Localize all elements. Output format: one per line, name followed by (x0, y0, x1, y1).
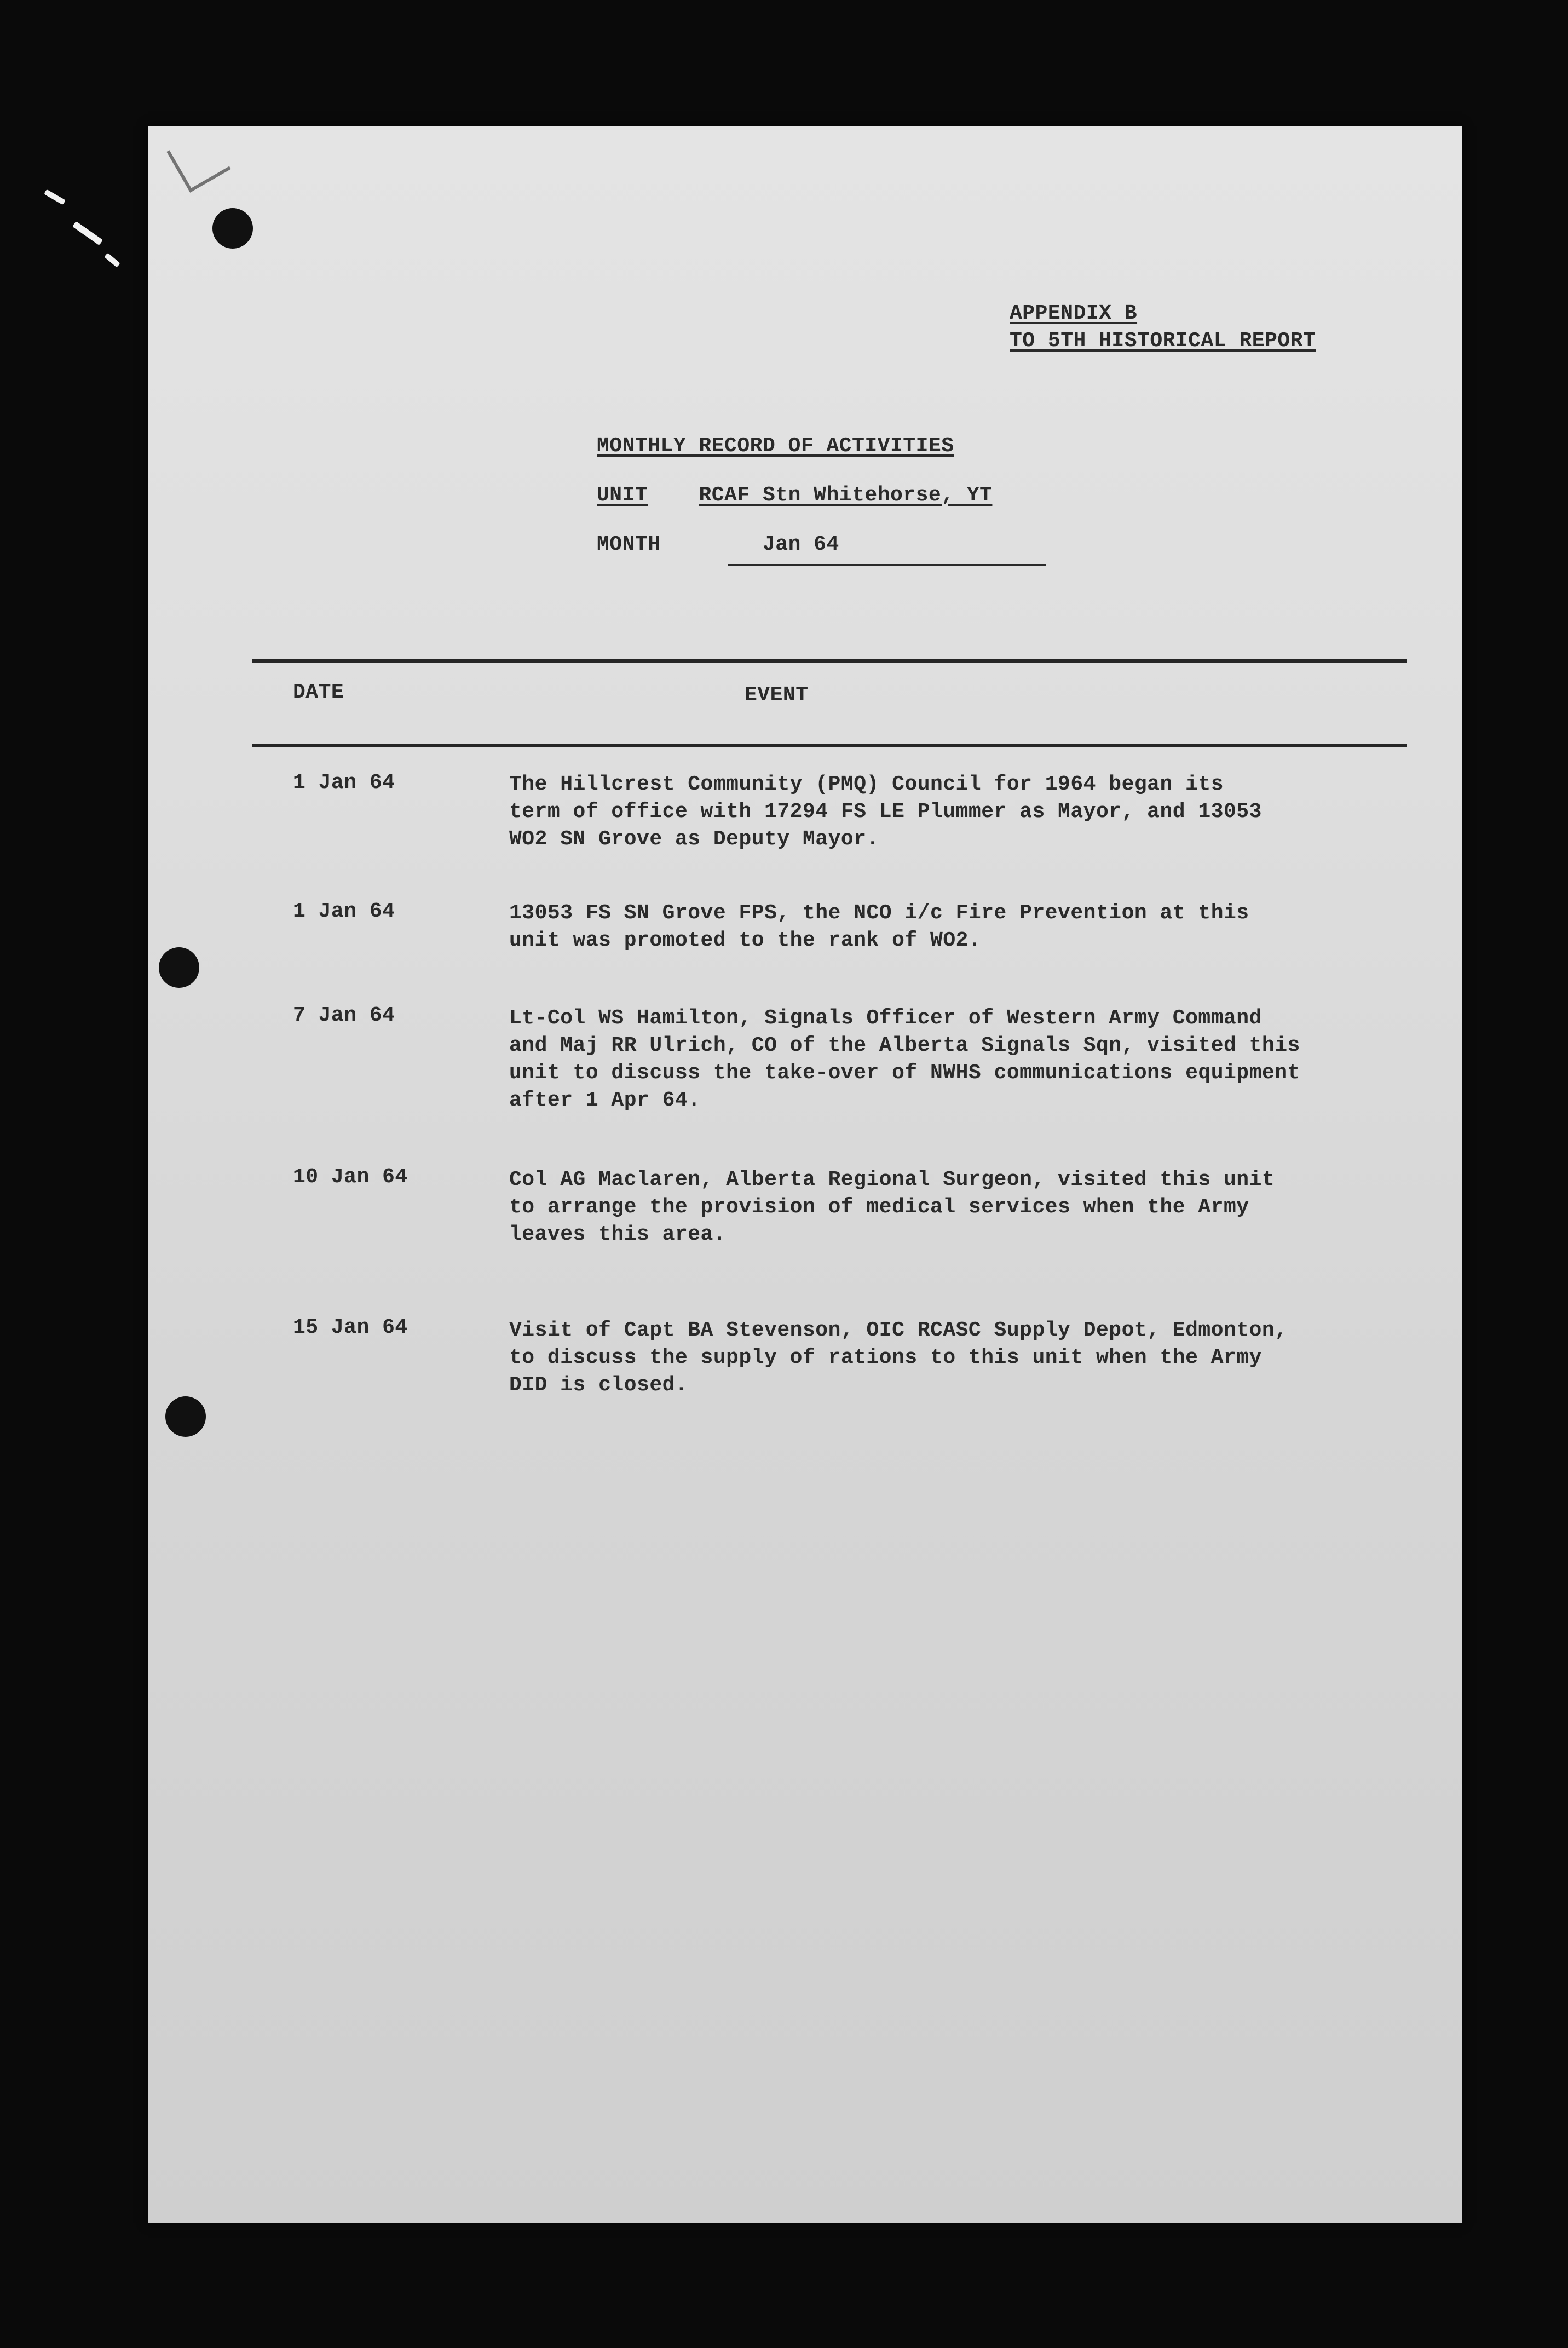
film-speck (72, 221, 103, 245)
entry-line: Lt-Col WS Hamilton, Signals Officer of Western Army Command (509, 1006, 1262, 1030)
entry-line: WO2 SN Grove as Deputy Mayor. (509, 827, 879, 851)
entry-line: term of office with 17294 FS LE Plummer as Mayor, and 13053 (509, 800, 1262, 824)
entry-line: Col AG Maclaren, Alberta Regional Surgeon, visited this unit (509, 1168, 1275, 1192)
month-underline (728, 564, 1046, 566)
entry-line: to arrange the provision of medical services when the Army (509, 1195, 1249, 1219)
table-top-rule (252, 659, 1407, 663)
unit-row (597, 482, 992, 509)
entry-event (509, 1317, 1385, 1399)
entry-line: DID is closed. (509, 1373, 688, 1397)
event-column-header: EVENT (745, 683, 809, 707)
punch-hole-middle (159, 947, 199, 988)
document-page (148, 126, 1462, 2223)
appendix-heading (1010, 300, 1316, 355)
entry-date: 1 Jan 64 (293, 900, 395, 923)
entry-line: after 1 Apr 64. (509, 1089, 701, 1112)
entry-line: 13053 FS SN Grove FPS, the NCO i/c Fire Prevention at this (509, 901, 1249, 925)
entry-event (509, 1166, 1385, 1248)
entry-event (509, 1005, 1385, 1114)
month-label: MONTH (597, 533, 661, 556)
entry-line: The Hillcrest Community (PMQ) Council for 1964 began its (509, 773, 1224, 796)
entry-date: 10 Jan 64 (293, 1165, 408, 1189)
entry-date: 7 Jan 64 (293, 1004, 395, 1027)
entry-line: to discuss the supply of rations to this unit when the Army (509, 1346, 1262, 1369)
film-speck (104, 253, 120, 268)
unit-value: RCAF Stn Whitehorse, YT (699, 484, 993, 507)
entry-line: and Maj RR Ulrich, CO of the Alberta Signals Sqn, visited this (509, 1034, 1300, 1057)
month-value: Jan 64 (762, 533, 839, 556)
month-row (597, 531, 839, 559)
unit-label: UNIT (597, 484, 648, 507)
table-header-rule (252, 744, 1407, 747)
entry-date: 1 Jan 64 (293, 771, 395, 795)
appendix-line-2: TO 5TH HISTORICAL REPORT (1010, 329, 1316, 353)
entry-event (509, 900, 1385, 954)
entry-date: 15 Jan 64 (293, 1316, 408, 1339)
punch-hole-top (212, 208, 253, 249)
entry-line: Visit of Capt BA Stevenson, OIC RCASC Supply Depot, Edmonton, (509, 1319, 1288, 1342)
entry-event (509, 771, 1385, 853)
appendix-line-1: APPENDIX B (1010, 302, 1138, 325)
record-title: MONTHLY RECORD OF ACTIVITIES (597, 434, 954, 458)
entry-line: leaves this area. (509, 1223, 727, 1246)
corner-fold-mark (166, 128, 230, 192)
film-speck (44, 189, 66, 205)
entry-line: unit to discuss the take-over of NWHS communications equipment (509, 1061, 1300, 1085)
punch-hole-bottom (165, 1396, 206, 1437)
entry-line: unit was promoted to the rank of WO2. (509, 929, 982, 952)
date-column-header: DATE (293, 681, 344, 704)
